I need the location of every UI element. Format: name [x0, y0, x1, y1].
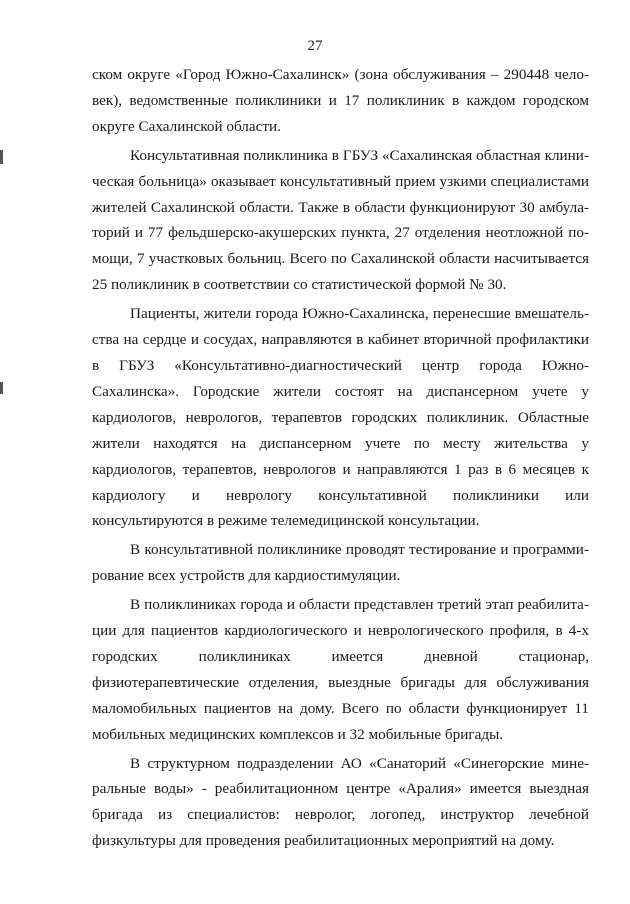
page-number: 27: [307, 38, 323, 54]
document-body: [92, 62, 589, 854]
paragraph-2: Консультативная поликлиника в ГБУЗ «Сахалинская областная клиническая больница» оказывает консультативный прием узкими специалистами жителей Сахалинской области. Также в области функционируют 30 амбулаторий и 77 фельдшерско-акушерских пункта, 27 отделения неотложной помощи, 7 участковых больниц. Всего по Сахалинской области насчитывается 25 поликлиник в соответствии со статистической формой № 30.: [92, 146, 589, 294]
paragraph-3: Пациенты, жители города Южно-Сахалинска, перенесшие вмешательства на сердце и сосудах, направляются в кабинет вторичной профилактики в ГБУЗ «Консультативно-диагностический центр города Южно-Сахалинска». Городские жители состоят на диспансерном учете у кардиологов, неврологов, терапевтов городских поликлиник. Областные жители находятся на диспансерном учете по месту жительства у кардиологов, терапевтов, неврологов и направляются 1 раз в 6 месяцев к кардиологу и неврологу консультативной поликлиники или консультируются в режиме телемедицинской консультации.: [92, 305, 589, 530]
paragraph-1: ском округе «Город Южно-Сахалинск» (зона обслуживания – 290448 человек), ведомственные поликлиники и 17 поликлиник в каждом городском округе Сахалинской области.: [92, 66, 589, 135]
scan-edge-mark-bottom: [0, 382, 3, 394]
paragraph-4: В консультативной поликлинике проводят тестирование и программирование всех устройств для кардиостимуляции.: [92, 541, 589, 585]
paragraph-5: В поликлиниках города и области представлен третий этап реабилитации для пациентов кардиологического и неврологического профиля, в 4-х городских поликлиниках имеется дневной стационар, физиотерапевтические отделения, выездные бригады для обслуживания маломобильных пациентов на дому. Всего по области функционирует 11 мобильных медицинских комплексов и 32 мобильные бригады.: [92, 596, 589, 743]
paragraph-6: В структурном подразделении АО «Санаторий «Синегорские минеральные воды» - реабилитационном центре «Аралия» имеется выездная бригада из специалистов: невролог, логопед, инструктор лечебной физкультуры для проведения реабилитационных мероприятий на дому.: [92, 754, 589, 850]
scan-edge-mark-top: [0, 150, 3, 164]
